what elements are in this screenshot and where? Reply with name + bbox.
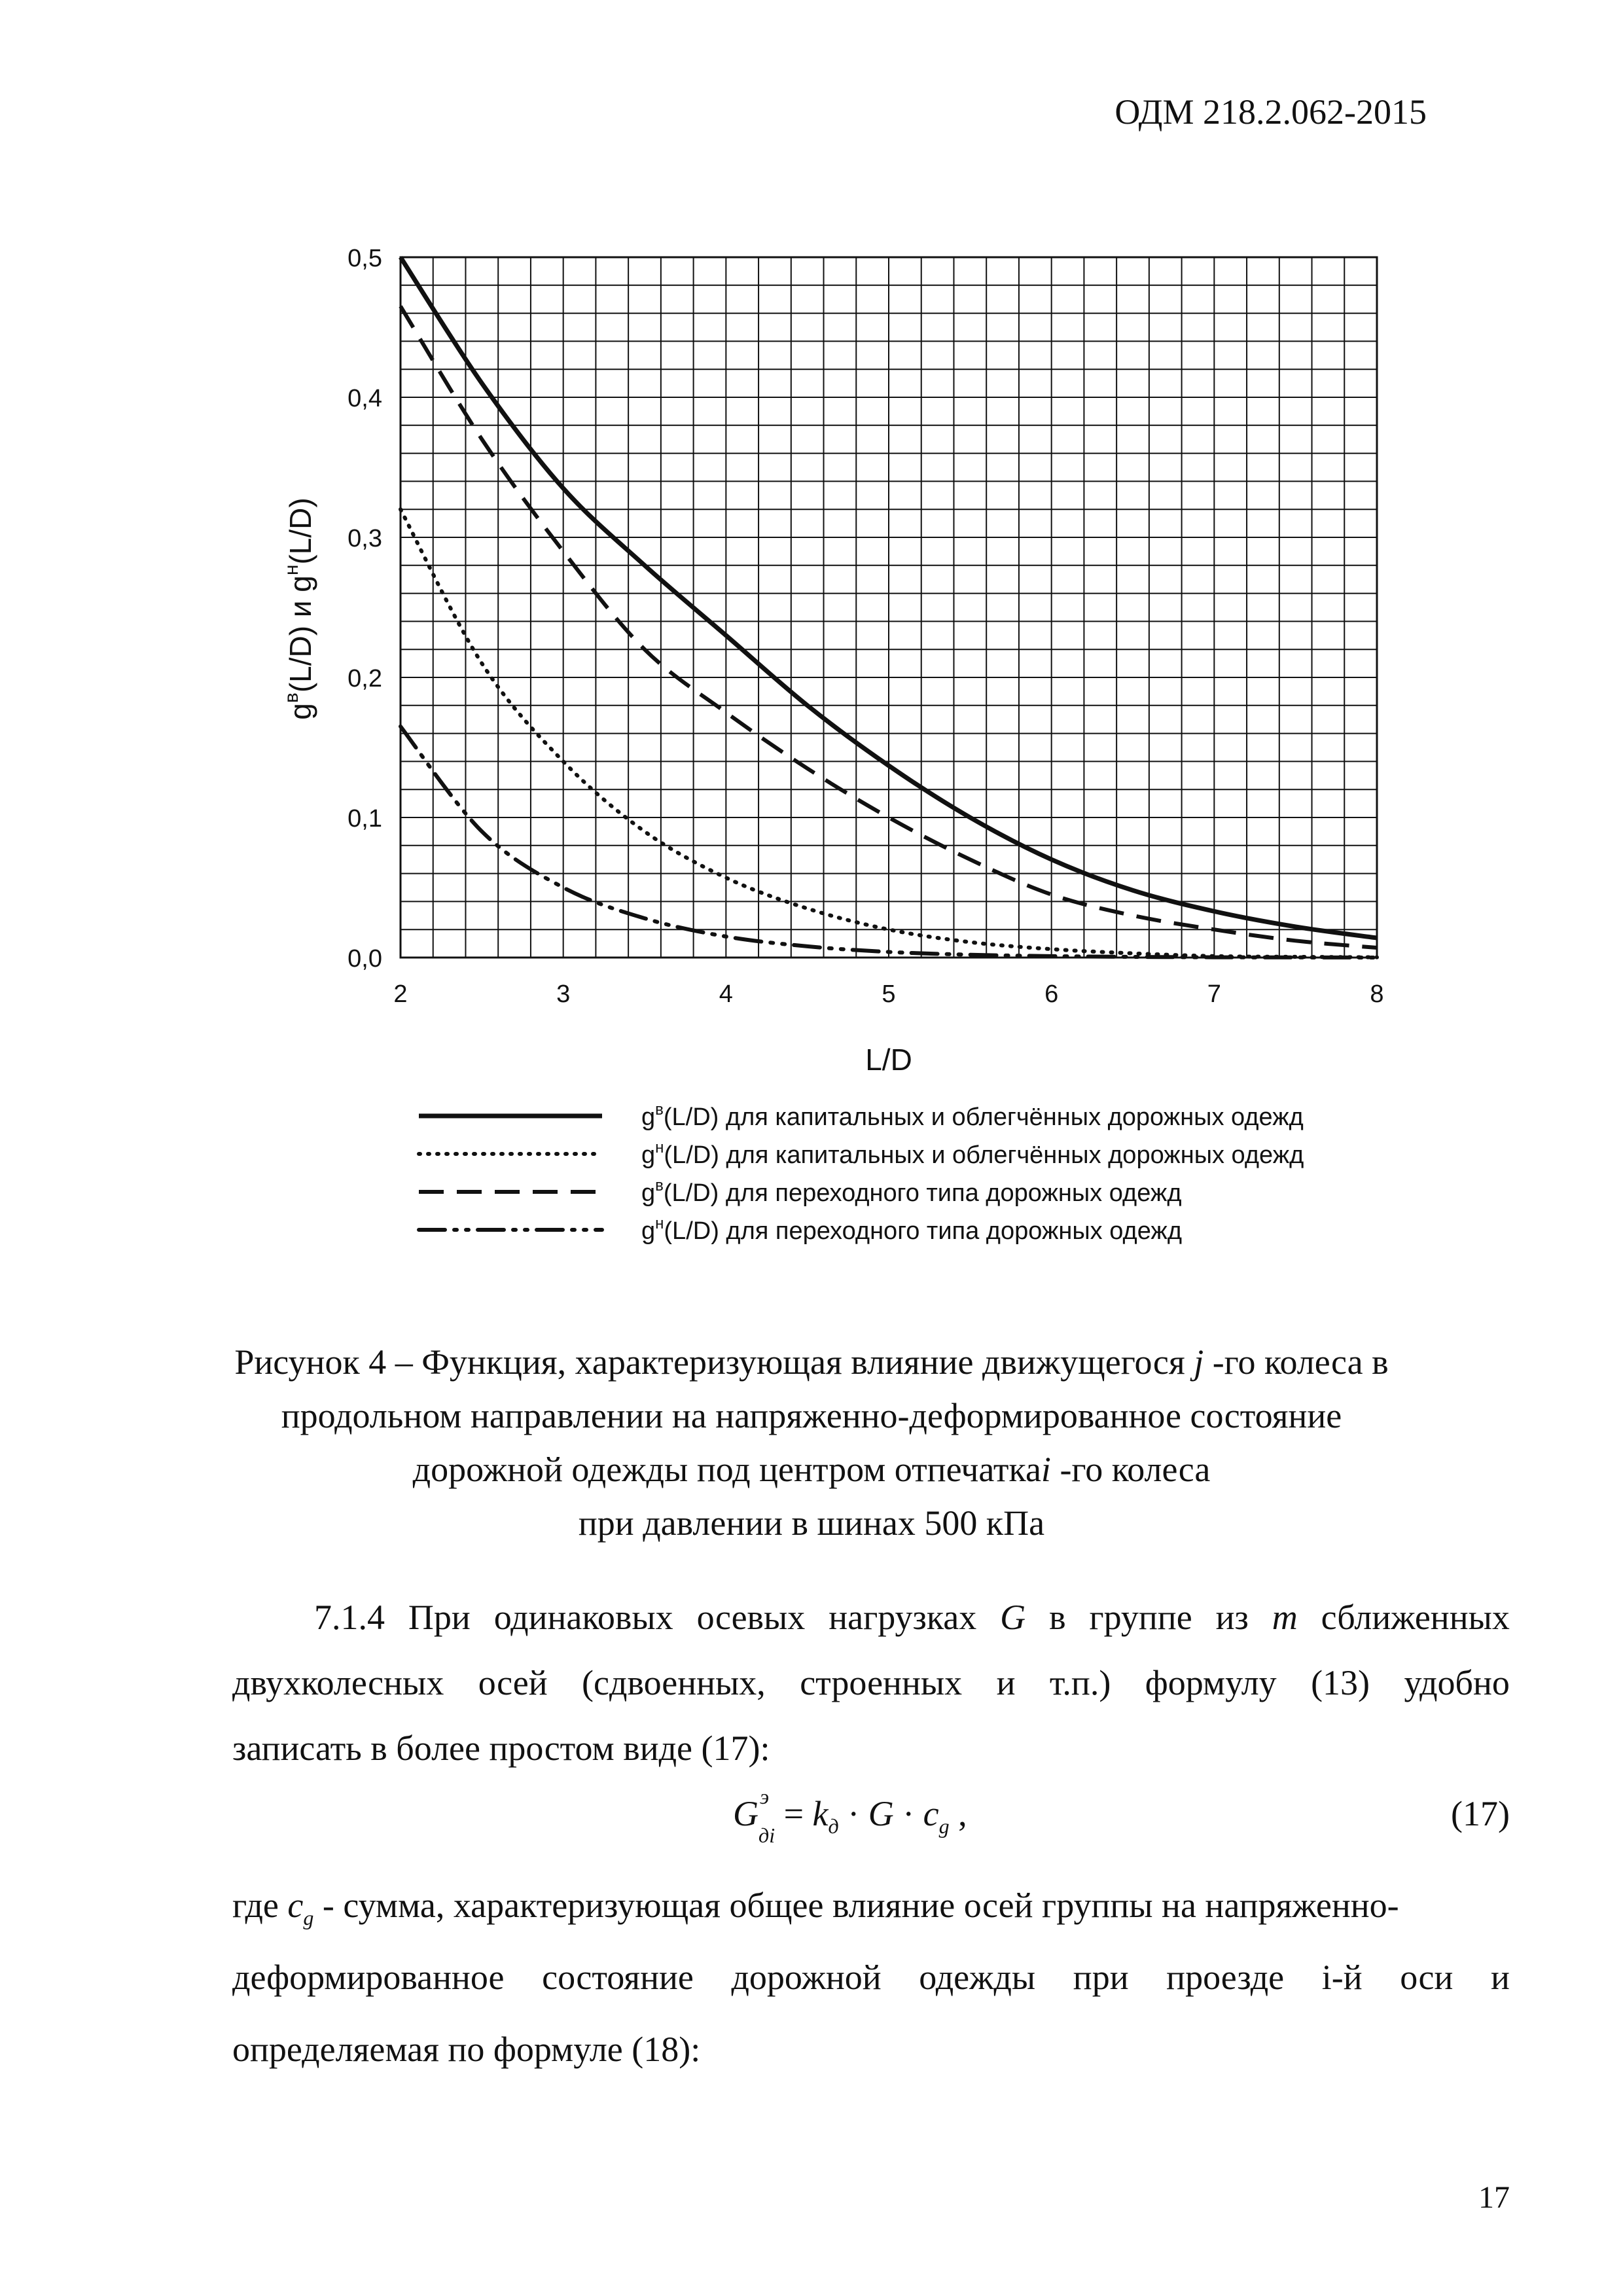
paragraph-word: деформированное xyxy=(232,1958,505,1997)
caption-line-4: при давлении в шинах 500 кПа xyxy=(578,1503,1045,1543)
y-tick-label: 0,4 xyxy=(348,385,382,412)
x-tick-label: 2 xyxy=(393,980,408,1008)
paragraph-word: формулу xyxy=(1145,1663,1277,1702)
paragraph-1-line-2 xyxy=(232,1662,1510,1703)
paragraph-word: удобно xyxy=(1404,1663,1510,1702)
paragraph-word: строенных xyxy=(800,1663,963,1702)
caption-line-2: продольном направлении на напряженно-деформированное состояние xyxy=(281,1396,1342,1435)
paragraph-word: 7.1.4 xyxy=(314,1598,385,1637)
paragraph-word: при xyxy=(1073,1958,1129,1997)
paragraph-word: из xyxy=(1215,1598,1249,1637)
caption-line-3: дорожной одежды под центром отпечаткаi -го колеса xyxy=(412,1450,1211,1489)
paragraph-word: осевых xyxy=(696,1598,806,1637)
x-tick-label: 3 xyxy=(556,980,571,1008)
y-tick-label: 0,5 xyxy=(348,245,382,272)
figure-caption xyxy=(164,1335,1459,1550)
page-number: 17 xyxy=(1478,2180,1510,2215)
y-tick-label: 0,3 xyxy=(348,525,382,552)
paragraph-word: оси xyxy=(1400,1958,1454,1997)
y-tick-label: 0,1 xyxy=(348,805,382,833)
paragraph-word: i-й xyxy=(1321,1958,1363,1997)
paragraph-word: нагрузках xyxy=(829,1598,977,1637)
legend-label: $g^н(L/D)$ для переходного типа дорожных одежд xyxy=(641,1215,1183,1245)
paragraph-1-line-1 xyxy=(314,1597,1510,1638)
x-tick-label: 7 xyxy=(1207,980,1221,1008)
paragraph-word: (сдвоенных, xyxy=(582,1663,766,1702)
paragraph-word: группе xyxy=(1089,1598,1192,1637)
paragraph-2-line-2 xyxy=(232,1957,1510,1998)
paragraph-word: сближенных xyxy=(1321,1598,1510,1637)
chart-legend xyxy=(419,1101,1304,1245)
paragraph-word: дорожной xyxy=(731,1958,882,1997)
y-tick-labels xyxy=(348,245,382,973)
formula-17: G э $_{дi} = k_д \cdot G \cdot c_g$ , xyxy=(733,1785,967,1847)
paragraph-word: состояние xyxy=(542,1958,694,1997)
paragraph-word: в xyxy=(1049,1598,1066,1637)
paragraph-word: G xyxy=(1000,1598,1026,1637)
paragraph-word: проезде xyxy=(1166,1958,1285,1997)
y-tick-label: 0,2 xyxy=(348,665,382,692)
y-tick-label: 0,0 xyxy=(348,945,382,973)
legend-label: $g^в(L/D)$ для капитальных и облегчённых дорожных одежд xyxy=(641,1101,1304,1131)
x-tick-label: 8 xyxy=(1370,980,1384,1008)
x-tick-label: 4 xyxy=(719,980,733,1008)
paragraph-2-line-1: где $c_g$ - сумма, характеризующая общее влияние осей группы на напряженно- xyxy=(232,1886,1399,1929)
x-tick-label: 5 xyxy=(882,980,896,1008)
paragraph-word: (13) xyxy=(1311,1663,1370,1702)
equation-number: (17) xyxy=(1451,1794,1510,1833)
x-tick-label: 6 xyxy=(1044,980,1059,1008)
paragraph-word: и xyxy=(1491,1958,1510,1997)
legend-label: $g^н(L/D)$ для капитальных и облегчённых дорожных одежд xyxy=(641,1139,1304,1169)
paragraph-word: двухколесных xyxy=(232,1663,444,1702)
document-code: ОДМ 218.2.062-2015 xyxy=(1115,92,1427,132)
paragraph-word: одежды xyxy=(919,1958,1036,1997)
paragraph-word: m xyxy=(1272,1598,1298,1637)
x-axis-label: L/D xyxy=(865,1043,912,1077)
paragraph-2-line-3: определяемая по формуле (18): xyxy=(232,2030,701,2069)
paragraph-word: осей xyxy=(478,1663,548,1702)
chart-grid xyxy=(401,257,1377,958)
paragraph-word: При xyxy=(408,1598,471,1637)
paragraph-word: т.п.) xyxy=(1049,1663,1111,1702)
caption-line-1: Рисунок 4 – Функция, характеризующая влияние движущегося j -го колеса в xyxy=(234,1342,1389,1382)
x-tick-labels xyxy=(393,980,1383,1008)
legend-label: $g^в(L/D)$ для переходного типа дорожных одежд xyxy=(641,1177,1182,1207)
y-axis-label: $g^в(L/D)$ и $g^н(L/D)$ xyxy=(281,497,317,720)
paragraph-word: и xyxy=(996,1663,1016,1702)
paragraph-1-line-3: записать в более простом виде (17): xyxy=(232,1729,770,1768)
paragraph-word: одинаковых xyxy=(493,1598,673,1637)
